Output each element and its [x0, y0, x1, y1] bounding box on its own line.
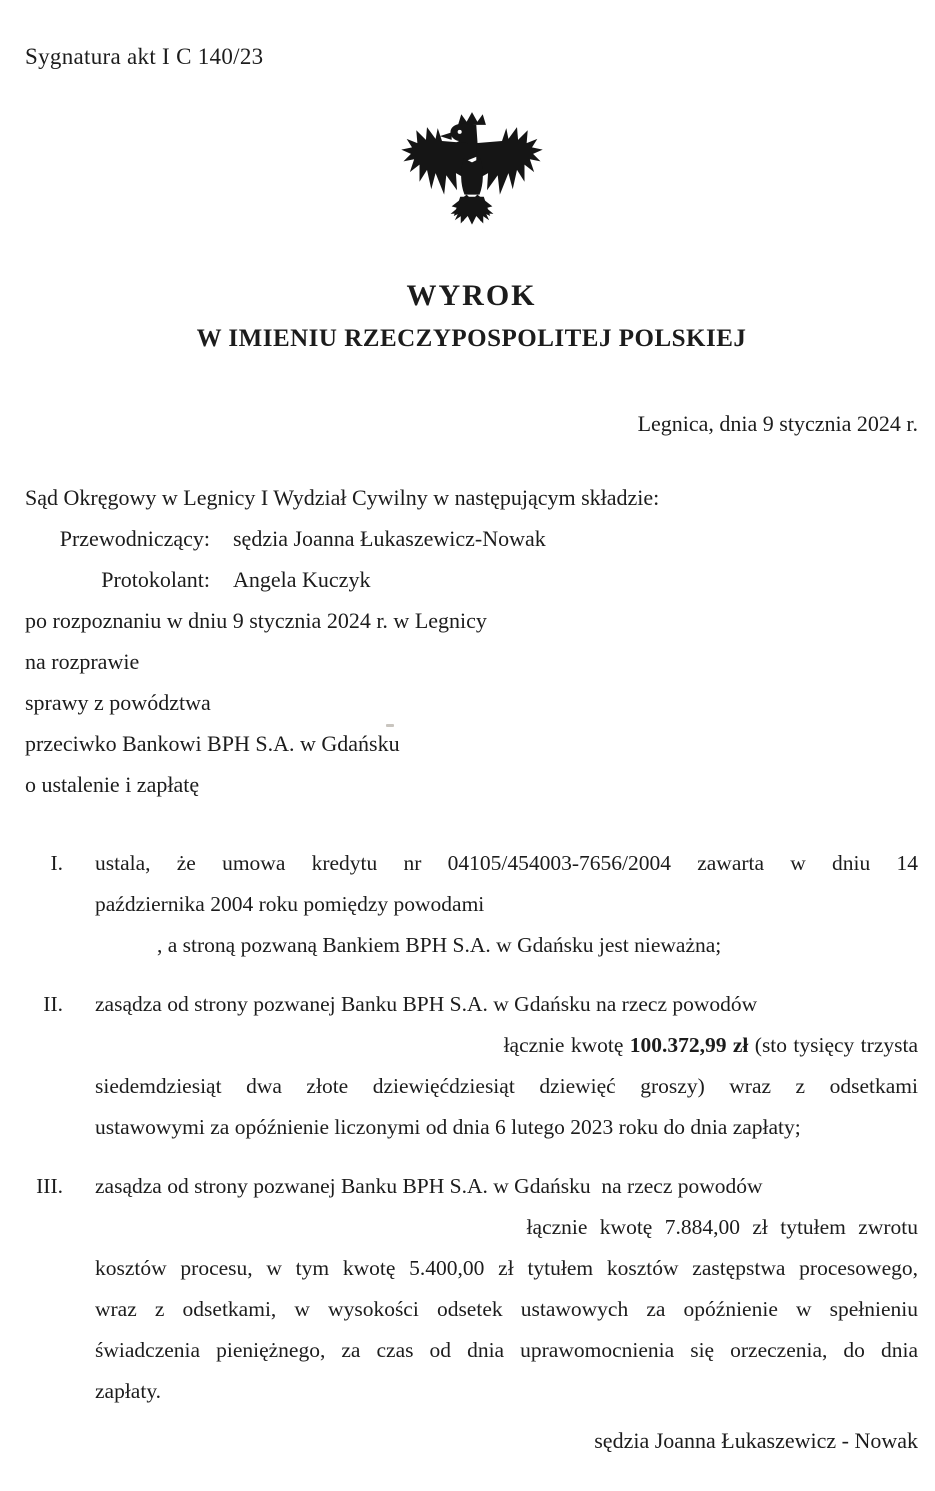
hearing-date-line: po rozpoznaniu w dniu 9 stycznia 2024 r. w Legnicy [25, 608, 487, 633]
presiding-judge-row [25, 518, 918, 559]
ruling-3-line-6: zapłaty. [95, 1379, 162, 1403]
scan-artifact-mark [386, 724, 394, 727]
composition-intro: Sąd Okręgowy w Legnicy I Wydział Cywilny w następującym składzie: [25, 485, 660, 510]
clerk-name: Angela Kuczyk [233, 567, 371, 592]
claim-origin-line: sprawy z powództwa [25, 690, 211, 715]
ruling-3-line-3: kosztów procesu, w tym kwotę 5.400,00 zł tytułem kosztów zastępstwa procesowego, [95, 1256, 918, 1280]
ruling-2-body [95, 984, 918, 1148]
emblem-container [25, 110, 918, 237]
polish-eagle-emblem-icon [397, 219, 547, 236]
ruling-item-2 [25, 984, 918, 1148]
ruling-1-line-3: , a stroną pozwaną Bankiem BPH S.A. w Gdańsku jest nieważna; [157, 933, 722, 957]
ruling-2-numeral: II. [43, 992, 63, 1016]
judgment-title: WYROK [406, 279, 537, 312]
case-number: Sygnatura akt I C 140/23 [25, 44, 264, 69]
ruling-2-line-2 [95, 1025, 918, 1066]
awarded-amount-value: 100.372,99 zł [629, 1033, 749, 1057]
judge-signature: sędzia Joanna Łukaszewicz - Nowak [594, 1428, 918, 1453]
ruling-2-line-3: siedemdziesiąt dwa złote dziewięćdziesiąt dziewięć groszy) wraz z odsetkami [95, 1074, 918, 1098]
place-date-line: Legnica, dnia 9 stycznia 2024 r. [637, 411, 918, 436]
ruling-3-body [95, 1166, 918, 1412]
clerk-label: Protokolant: [101, 567, 210, 592]
ruling-3-line-2: łącznie kwotę 7.884,00 zł tytułem zwrotu [526, 1215, 918, 1239]
claim-subject-line: o ustalenie i zapłatę [25, 772, 200, 797]
clerk-row [25, 559, 918, 600]
ruling-3-line-5: świadczenia pieniężnego, za czas od dnia uprawomocnienia się orzeczenia, do dnia [95, 1338, 918, 1362]
ruling-1-line-1: ustala, że umowa kredytu nr 04105/454003-7656/2004 zawarta w dniu 14 [95, 851, 918, 875]
ruling-3-line-1: zasądza od strony pozwanej Banku BPH S.A. w Gdańsku na rzecz powodów [95, 1174, 763, 1198]
ruling-item-1 [25, 843, 918, 966]
ruling-3-line-4: wraz z odsetkami, w wysokości odsetek ustawowych za opóźnienie w spełnieniu [95, 1297, 918, 1321]
awarded-amount-prefix: łącznie kwotę [503, 1033, 630, 1057]
ruling-3-numeral: III. [36, 1174, 63, 1198]
ruling-1-line-2: października 2004 roku pomiędzy powodami [95, 892, 485, 916]
hearing-type-line: na rozprawie [25, 649, 140, 674]
defendant-line: przeciwko Bankowi BPH S.A. w Gdańsku [25, 731, 400, 756]
rulings-section [25, 843, 918, 1412]
presiding-judge-label: Przewodniczący: [59, 526, 210, 551]
ruling-1-body [95, 843, 918, 966]
judgment-subtitle: W IMIENIU RZECZYPOSPOLITEJ POLSKIEJ [196, 325, 747, 352]
awarded-amount-words-start: (sto tysięcy trzysta [748, 1033, 918, 1057]
ruling-item-3 [25, 1166, 918, 1412]
presiding-judge-name: sędzia Joanna Łukaszewicz-Nowak [233, 526, 546, 551]
ruling-2-line-4: ustawowymi za opóźnienie liczonymi od dnia 6 lutego 2023 roku do dnia zapłaty; [95, 1115, 801, 1139]
ruling-1-numeral: I. [50, 851, 63, 875]
ruling-2-line-1: zasądza od strony pozwanej Banku BPH S.A. w Gdańsku na rzecz powodów [95, 992, 758, 1016]
court-composition [25, 477, 918, 805]
